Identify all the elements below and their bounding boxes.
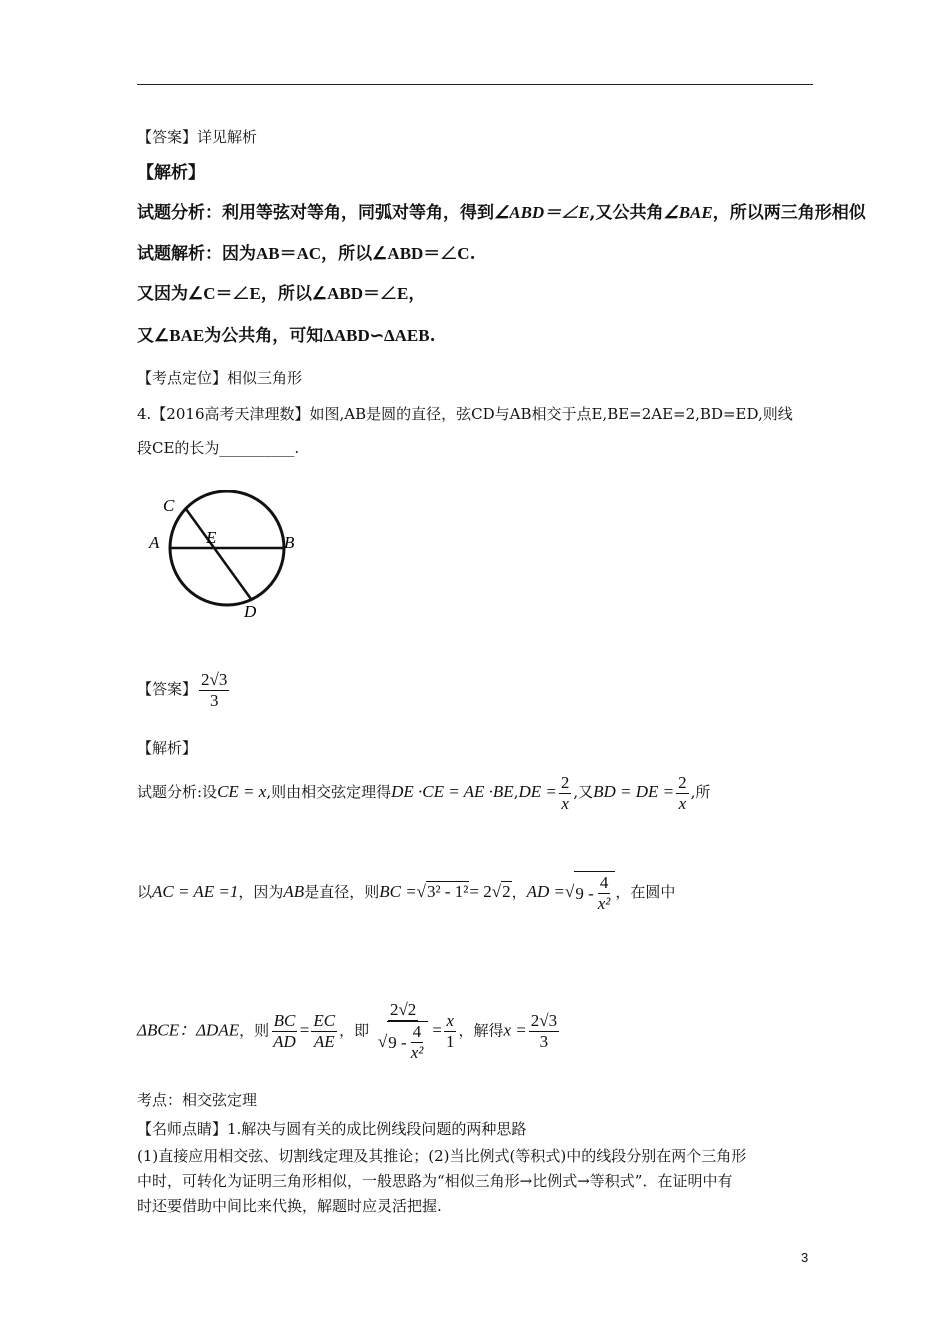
page-number: 3 [801,1250,809,1265]
label-b: B [284,533,295,552]
header-rule [137,84,813,85]
answer-line-1: 【答案】详见解析 [137,128,258,146]
answer-line-2: 【答案】 $\frac{2√3}{3}$ [137,669,228,710]
solution-line-2: 以AC = AE =1，因为AB是直径，则BC =√3² - 1²= 2√2，AD =√ 9 - $\frac{4}{\text{x²}}$ ，在圆中 [137,870,675,916]
circle-figure [140,490,310,625]
analysis-line-2: 试题解析：因为AB＝AC，所以∠ABD＝∠C. [137,244,476,264]
analysis-line-1: 试题分析：利用等弦对等角，同弧对等角，得到∠ABD＝∠E,又公共角∠BAE，所以两三角形相似 [137,203,866,223]
analysis-line-4: 又∠BAE为公共角，可知ΔABD∽ΔAEB. [137,326,436,346]
solution-line-3: ΔBCE：ΔDAE，则 $\frac{BC}{AD}$ = $\frac{EC}{AE}$ ，即 2√2 √ 9 - $\frac{4}{\text{x²}}$ = $\frac{x}{1}$ ，解得x = $\frac{2√3}{3}$ [137,1000,558,1062]
analysis-line-3: 又因为∠C＝∠E，所以∠ABD＝∠E， [137,284,426,304]
topic-line: 【考点定位】相似三角形 [137,369,303,387]
mingshi-line-1: 【名师点睛】1.解决与圆有关的成比例线段问题的两种思路 [137,1120,527,1138]
question-line-1: 4.【2016高考天津理数】如图,AB是圆的直径，弦CD与AB相交于点E,BE=2AE=2,BD=ED,则线 [137,405,793,423]
mingshi-line-2: (1)直接应用相交弦、切割线定理及其推论；(2)当比例式(等积式)中的线段分别在两个三角形 [137,1147,747,1165]
label-a: A [149,533,160,552]
mingshi-line-4: 时还要借助中间比来代换，解题时应灵活把握. [137,1197,442,1215]
label-c: C [163,496,175,515]
analysis-heading-2: 【解析】 [137,739,198,757]
analysis-heading-1: 【解析】 [137,163,205,183]
solution-line-1: 试题分析:设CE = x,则由相交弦定理得DE ·CE = AE ·BE,DE = $\frac{2}{x}$ ,又BD = DE = $\frac{2}{x}$ ,所 [137,772,711,813]
kaodian-line: 考点：相交弦定理 [137,1091,258,1109]
label-e: E [206,528,217,547]
chord-cd [186,509,251,599]
question-line-2: 段CE的长为__________. [137,439,300,457]
label-d: D [244,602,257,621]
mingshi-line-3: 中时，可转化为证明三角形相似，一般思路为“相似三角形→比例式→等积式”．在证明中有 [137,1172,733,1190]
